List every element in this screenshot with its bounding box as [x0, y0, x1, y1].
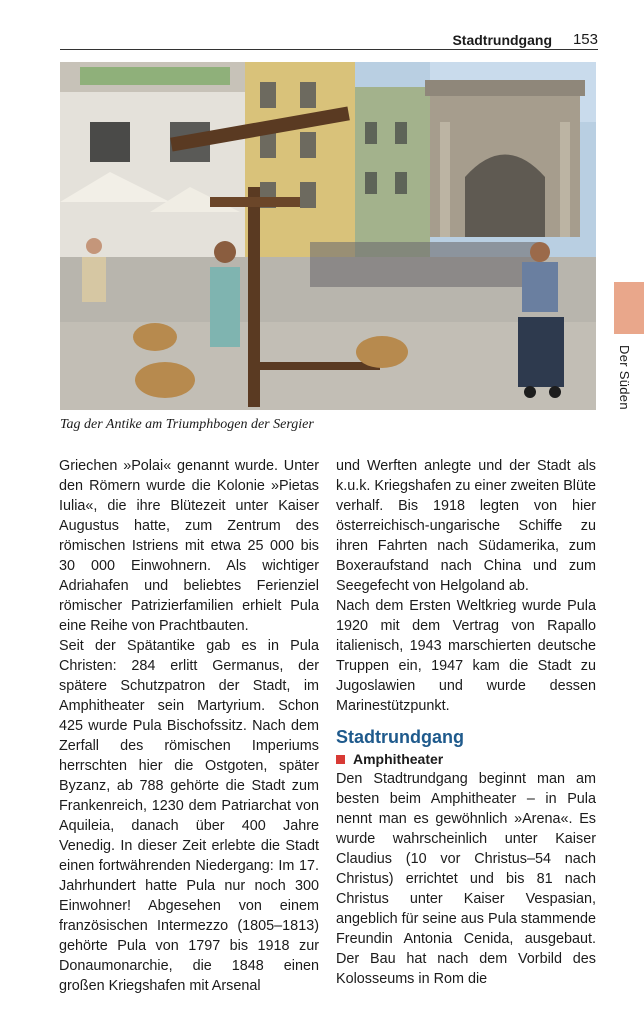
running-header-section: Stadtrundgang [452, 32, 552, 48]
paragraph: Seit der Spätantike gab es in Pula Christen: 284 erlitt Germanus, der spätere Schutzpatron der Stadt, im Amphitheater sein Martyrium. Schon 425 wurde Pula Bischofssitz. Nach dem Zerfall des römischen Imperiums herrschten hier die Ostgoten, später Byzanz, ab 788 gehörte die Stadt zum Frankenreich, 1230 dem Patriarchat von Aquileia, danach über 400 Jahre Venedig. In dieser Zeit erlebte die Stadt einen fortwährenden Niedergang: Im 17. Jahrhundert hatte Pula nur noch 300 Einwohner! Abgesehen von einem französischen Intermezzo (1805–1813) gehörte Pula von 1797 bis 1918 zur Donaumonarchie, die 1848 einen großen Kriegshafen mit Arsenal [59, 638, 319, 994]
subsection-heading-text: Amphitheater [353, 751, 444, 767]
page-number: 153 [572, 31, 598, 48]
paragraph: Nach dem Ersten Weltkrieg wurde Pula 1920 mit dem Vertrag von Rapallo italienisch, 1943 marschierten deutsche Truppen ein, 1947 kam die Stadt zu Jugoslawien und wurde dessen Marinestützpunkt. [336, 598, 596, 714]
paragraph: Griechen »Polai« genannt wurde. Unter den Römern wurde die Kolonie »Pietas Iulia«, die ihre Blütezeit unter Kaiser Augustus hatte, zum Zentrum des römischen Istriens mit etwa 25 000 bis 30 000 Einwohnern. Als wichtiger Adriahafen und beliebtes Ferienziel römischer Patrizierfamilien erhielt Pula eine Reihe von Prachtbauten. [59, 458, 319, 634]
running-header [60, 30, 598, 50]
chapter-tab-label: Der Süden [617, 345, 632, 410]
header-rule [60, 49, 598, 50]
photo-caption: Tag der Antike am Triumphbogen der Sergier [60, 417, 314, 432]
left-column [59, 456, 319, 996]
right-column [336, 456, 596, 989]
paragraph: und Werften anlegte und der Stadt als k.u.k. Kriegshafen zu einer zweiten Blüte verhalf. Bis 1918 legten von hier österreichisch-ungarische Schiffe zu ihren Fahrten nach Südamerika, zum Boxeraufstand nach China und zum Seegefecht von Helgoland ab. [336, 458, 596, 594]
chapter-tab [614, 282, 644, 334]
photo-triumphal-arch [60, 62, 596, 410]
photo-illustration [60, 62, 596, 410]
section-heading: Stadtrundgang [336, 727, 464, 747]
subsection-heading [336, 750, 596, 769]
bullet-square-icon [336, 755, 345, 764]
paragraph: Den Stadtrundgang beginnt man am besten beim Amphitheater – in Pula nennt man es gewöhnlich »Arena«. Es wurde wahrscheinlich unter Kaiser Claudius (10 vor Christus–54 nach Christus) errichtet und bis 81 nach Christus unter Kaiser Vespasian, angeblich für seine aus Pula stammende Freundin Antonia Cenida, ausgebaut. Der Bau hat nach dem Vorbild des Kolosseums in Rom die [336, 771, 596, 987]
